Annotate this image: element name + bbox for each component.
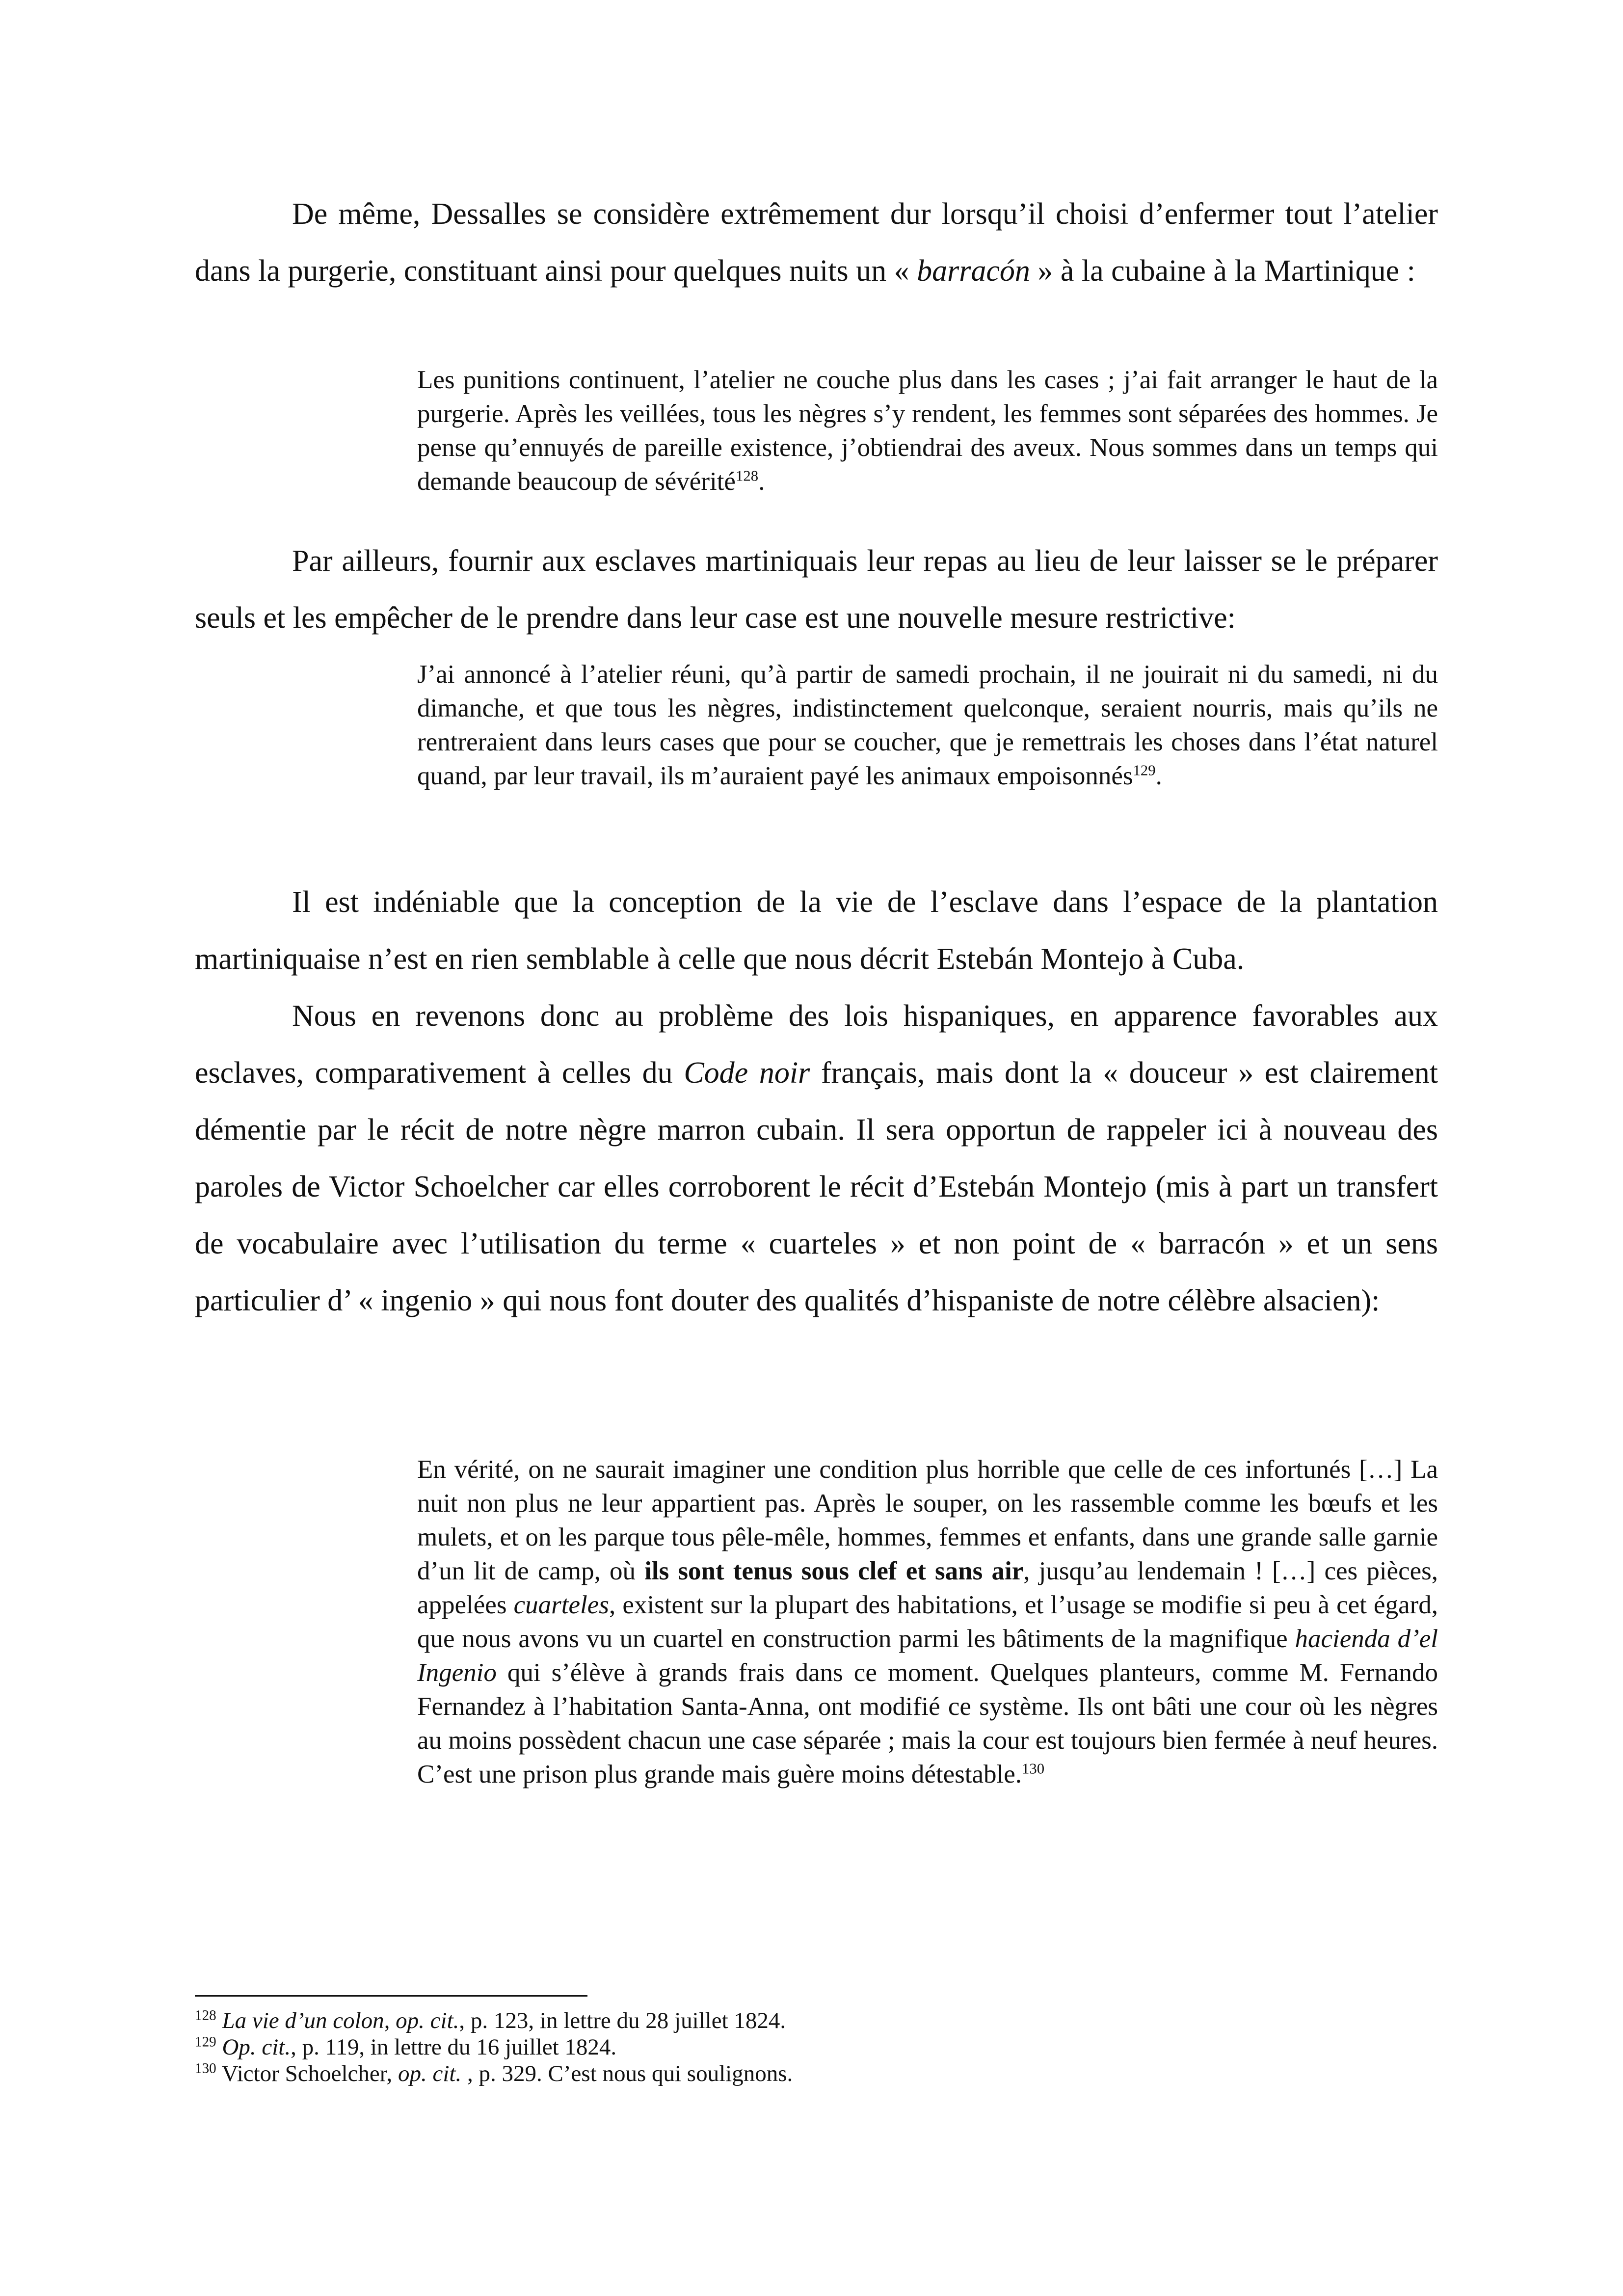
blockquote-schoelcher [417,1453,1438,1791]
quote-text: , existent sur la plupart des habitations, et l’usage se modifie si peu à cet égard, que nous avons vu un cuartel en construction parmi les bâtiments de la magnifique [417,1591,1438,1653]
footnote-text: Victor Schoelcher, [216,2061,398,2086]
quote-text: qui s’élève à grands frais dans ce moment. Quelques planteurs, comme M. Fernando Fernandez à l’habitation Santa-Anna, ont modifié ce système. Ils ont bâti une cour où les nègres au moins possèdent chacun une case séparée ; mais la cour est toujours bien fermée à neuf heures. C’est une prison plus grande mais guère moins détestable. [417,1658,1438,1789]
footnote-ref-128[interactable]: 128 [735,467,759,484]
footnote-separator [195,1995,587,1997]
paragraph-text: De même, Dessalles se considère extrêmement dur lorsqu’il choisi d’enfermer tout l’atelier dans la purgerie, constituant ainsi pour quelques nuits un « [195,197,1438,288]
footnote-129 [195,2034,1438,2060]
footnote-number: 128 [195,2007,216,2024]
footnote-text: , p. 123, in lettre du 28 juillet 1824. [459,2008,786,2033]
footnote-italic: op. cit. [398,2061,462,2086]
footnote-ref-129[interactable]: 129 [1133,762,1156,779]
blockquote-purgerie [417,363,1438,499]
quote-text: En vérité, on ne saurait imaginer une condition plus horrible que celle de ces infortunés […] La nuit non plus ne leur appartient pas. Après le souper, on les rassemble comme les bœufs et les mulets, et on les parque tous pêle-mêle, hommes, femmes et enfants, dans une grande salle garnie d’un lit de camp, où [417,1455,1438,1585]
blockquote-atelier [417,658,1438,793]
footnote-italic: La vie d’un colon, op. cit. [222,2008,459,2033]
italic-term-cuarteles: cuarteles [513,1591,609,1619]
paragraph-text: » à la cubaine à la Martinique : [1030,254,1415,288]
quote-text: , jusqu’au lendemain ! […] ces pièces, appelées [417,1557,1438,1619]
italic-term-code-noir: Code noir [684,1056,810,1090]
paragraph-text: français, mais dont la « douceur » est clairement démentie par le récit de notre nègre marron cubain. Il sera opportun de rappeler ici à nouveau des paroles de Victor Schoelcher car elles corroborent le récit d’Estebán Montejo (mis à part un transfert de vocabulaire avec l’utilisation du terme « cuarteles » et non point de « barracón » et un sens particulier d’ « ingenio » qui nous font douter des qualités d’hispaniste de notre célèbre alsacien): [195,1056,1438,1317]
footnote-130 [195,2060,1438,2087]
footnote-text: , p. 119, in lettre du 16 juillet 1824. [291,2034,617,2060]
footnote-number: 129 [195,2034,216,2050]
bold-emphasis: ils sont tenus sous clef et sans air [644,1557,1024,1585]
quote-text: J’ai annoncé à l’atelier réuni, qu’à partir de samedi prochain, il ne jouirait ni du samedi, ni du dimanche, et que tous les nègres, indistinctement quelconque, seraient nourris, mais qu’ils ne rentreraient dans leurs cases que pour se coucher, que je remettrais les choses dans l’état naturel quand, par leur travail, ils m’auraient payé les animaux empoisonnés [417,660,1438,790]
paragraph-dessalles [195,186,1438,299]
paragraph-text: Nous en revenons donc au problème des lois hispaniques, en apparence favorables aux esclaves, comparativement à celles du [195,999,1438,1090]
footnote-128 [195,2007,1438,2034]
paragraph-repas [195,533,1438,646]
italic-term-barracon: barracón [917,254,1030,288]
footnote-text: , p. 329. C’est nous qui soulignons. [461,2061,793,2086]
quote-text: Les punitions continuent, l’atelier ne couche plus dans les cases ; j’ai fait arranger le haut de la purgerie. Après les veillées, tous les nègres s’y rendent, les femmes sont séparées des hommes. Je pense qu’ennuyés de pareille existence, j’obtiendrai des aveux. Nous sommes dans un temps qui demande beaucoup de sévérité [417,366,1438,496]
italic-term-hacienda: hacienda d’el Ingenio [417,1625,1438,1687]
paragraph-text: Par ailleurs, fournir aux esclaves martiniquais leur repas au lieu de leur laisser se le préparer seuls et les empêcher de le prendre dans leur case est une nouvelle mesure restrictive: [195,544,1438,635]
quote-end: . [1155,762,1162,790]
footnote-number: 130 [195,2060,216,2077]
quote-end: . [758,467,765,496]
paragraph-lois-hispaniques [195,988,1438,1329]
paragraph-conception [195,874,1438,988]
footnote-italic: Op. cit. [222,2034,291,2060]
footnote-ref-130[interactable]: 130 [1021,1760,1045,1777]
paragraph-text: Il est indéniable que la conception de la vie de l’esclave dans l’espace de la plantation martiniquaise n’est en rien semblable à celle que nous décrit Estebán Montejo à Cuba. [195,885,1438,976]
